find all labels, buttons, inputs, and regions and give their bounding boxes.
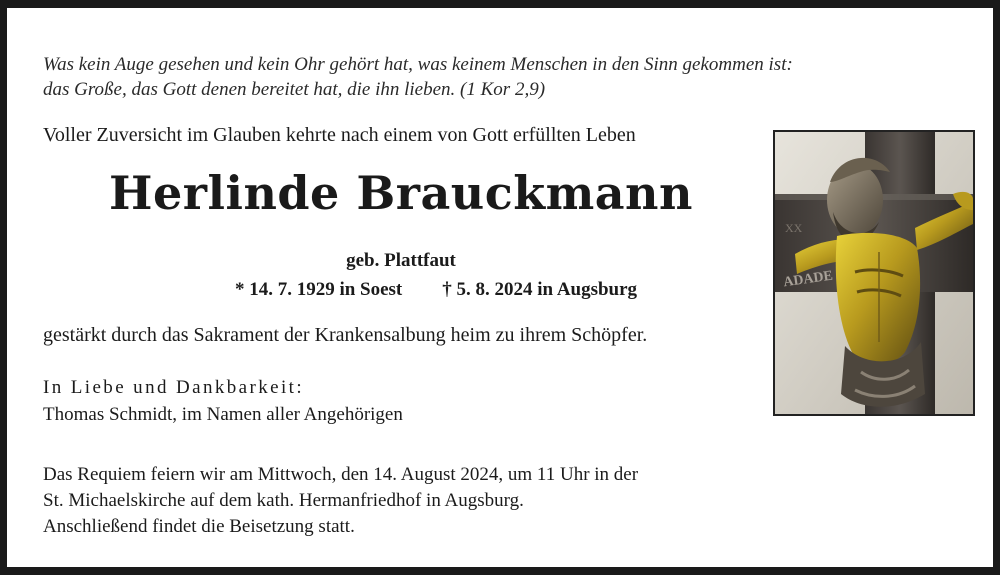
deceased-name: Herlinde Brauckmann [109,166,693,220]
crucifix-image [773,130,975,416]
requiem-line-3: Anschließend findet die Beisetzung statt. [43,516,355,537]
birth-name: geb. Plattfaut [346,250,456,271]
requiem-line-2: St. Michaelskirche auf dem kath. Hermanfriedhof in Augsburg. [43,490,524,511]
sacrament-text: gestärkt durch das Sakrament der Krankensalbung heim zu ihrem Schöpfer. [43,324,648,346]
mourners-signer: Thomas Schmidt, im Namen aller Angehörigen [43,404,403,425]
bible-verse [43,52,943,102]
birth-date: * 14. 7. 1929 in Soest [234,279,403,300]
mourners-label: In Liebe und Dankbarkeit: [43,377,305,398]
svg-text:XX: XX [785,221,803,235]
requiem-line-1: Das Requiem feiern wir am Mittwoch, den 14. August 2024, um 11 Uhr in der [43,464,639,485]
verse-line-1: Was kein Auge gesehen und kein Ohr gehört hat, was keinem Menschen in den Sinn gekommen ist: [43,54,793,75]
death-date: † 5. 8. 2024 in Augsburg [442,279,638,300]
crucifix-illustration [775,132,973,414]
verse-line-2: das Große, das Gott denen bereitet hat, die ihn lieben. (1 Kor 2,9) [43,79,546,100]
intro-text: Voller Zuversicht im Glauben kehrte nach einem von Gott erfüllten Leben [43,124,636,146]
svg-text:ADADE: ADADE [782,268,834,291]
life-dates [43,279,829,301]
requiem-notice [43,462,638,540]
